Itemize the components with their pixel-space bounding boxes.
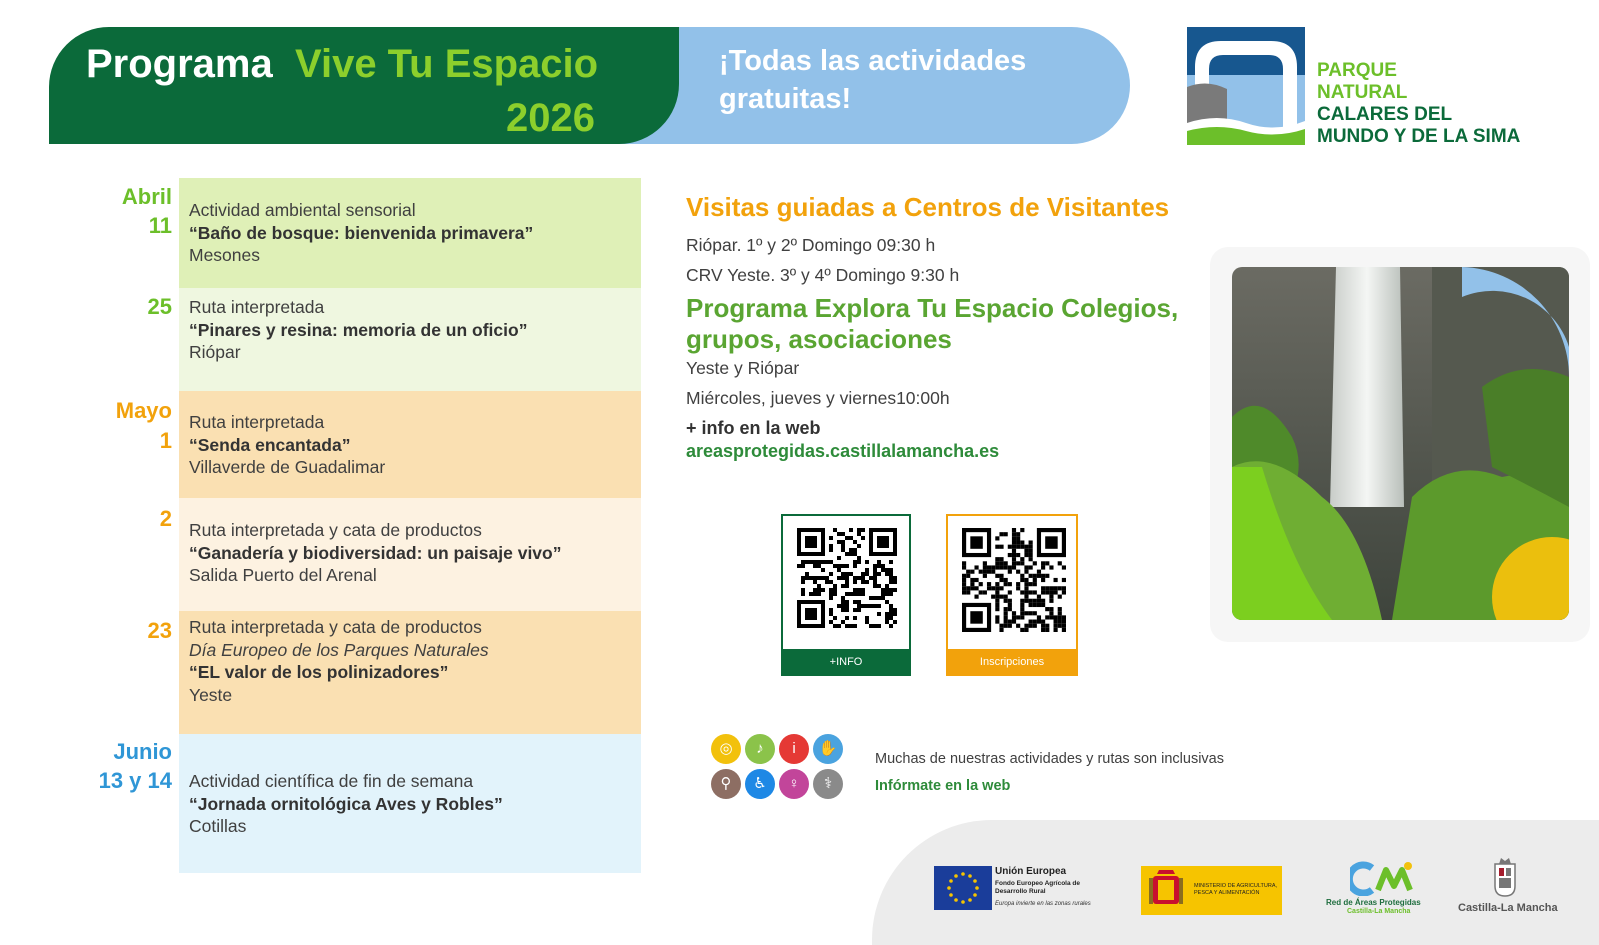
eu-fund: Fondo Europeo Agrícola de Desarrollo Rural: [995, 880, 1080, 895]
event-place: Yeste: [189, 684, 233, 705]
blind-walk-icon: ⚲: [711, 769, 741, 799]
event-type: Ruta interpretada: [189, 297, 325, 317]
event-row: [179, 734, 641, 873]
day-mayo-1: 1: [159, 428, 172, 453]
visit-riopar: Riópar. 1º y 2º Domingo 09:30 h: [686, 235, 936, 255]
ministry-text: MINISTERIO DE AGRICULTURA, PESCA Y ALIMENTACIÓN: [1194, 883, 1278, 896]
header-year: 2026: [506, 96, 595, 140]
red-areas-logo-icon: [1350, 860, 1414, 896]
logo-line-4: MUNDO Y DE LA SIMA: [1317, 126, 1521, 147]
event-title: “EL valor de los polinizadores”: [189, 662, 449, 682]
pregnant-icon: ♀: [779, 769, 809, 799]
event-place: Cotillas: [189, 816, 247, 836]
visits-title: Visitas guiadas a Centros de Visitantes: [686, 192, 1170, 222]
event-type: Ruta interpretada y cata de productos: [189, 617, 482, 637]
eu-motto: Europa invierte en las zonas rurales: [995, 901, 1091, 907]
eu-title: Unión Europea: [995, 866, 1067, 877]
event-title: “Baño de bosque: bienvenida primavera”: [189, 222, 534, 243]
clm-text: Castilla-La Mancha: [1458, 902, 1558, 914]
visit-yeste: CRV Yeste. 3º y 4º Domingo 9:30 h: [686, 265, 960, 285]
header-title-programa: Programa: [86, 42, 273, 86]
qr-inscripciones-label: Inscripciones: [946, 649, 1078, 676]
header-free-text: ¡Todas las actividades gratuitas!: [719, 45, 1027, 115]
explora-title: Programa Explora Tu Espacio Colegios, grupos, asociaciones: [686, 293, 1179, 354]
event-type: Actividad científica de fin de semana: [189, 771, 474, 791]
accessibility-link[interactable]: Infórmate en la web: [875, 778, 1011, 794]
event-row: [179, 611, 641, 734]
explora-place: Yeste y Riópar: [686, 358, 800, 378]
event-row: [179, 178, 641, 288]
more-info-label: + info en la web: [686, 418, 821, 438]
header-title-vive: Vive Tu Espacio: [295, 42, 599, 86]
qr-code-icon: [797, 528, 897, 628]
web-link[interactable]: areasprotegidas.castillalamancha.es: [686, 441, 1000, 461]
red-areas-sub: Castilla-La Mancha: [1347, 908, 1411, 915]
event-type: Actividad ambiental sensorial: [189, 200, 416, 220]
spain-coat-of-arms-icon: [1141, 866, 1191, 915]
park-logo-text: [1317, 60, 1520, 148]
elderly-walk-icon: ⚕: [813, 769, 843, 799]
park-logo-icon: [1187, 27, 1305, 145]
event-place: Salida Puerto del Arenal: [189, 565, 377, 585]
event-row: [179, 288, 641, 391]
event-row: [179, 498, 641, 611]
wheelchair-icon: ♿: [745, 769, 775, 799]
day-junio-13-14: 13 y 14: [98, 768, 172, 793]
day-mayo-2: 2: [159, 506, 172, 531]
event-place: Mesones: [189, 245, 261, 265]
event-place: Villaverde de Guadalimar: [189, 457, 386, 477]
logo-line-3: CALARES DEL: [1317, 104, 1453, 125]
day-mayo-23: 23: [147, 618, 172, 643]
clm-coat-of-arms-icon: [1491, 856, 1519, 898]
audio-guide-icon: ◎: [711, 734, 741, 764]
accessibility-text: Muchas de nuestras actividades y rutas son inclusivas: [875, 751, 1224, 767]
explora-days: Miércoles, jueves y viernes10:00h: [686, 388, 950, 408]
day-abril-25: 25: [147, 294, 172, 319]
event-title: “Senda encantada”: [189, 434, 351, 455]
hearing-icon: ♪: [745, 734, 775, 764]
logo-line-2: NATURAL: [1317, 82, 1408, 103]
day-abril-11: 11: [148, 213, 172, 238]
red-areas-title: Red de Áreas Protegidas: [1326, 898, 1421, 907]
event-type: Ruta interpretada y cata de productos: [189, 520, 482, 540]
month-abril: Abril: [121, 184, 172, 209]
event-title: “Pinares y resina: memoria de un oficio”: [189, 319, 528, 340]
info-point-icon: i: [779, 734, 809, 764]
event-title: “Ganadería y biodiversidad: un paisaje vivo”: [189, 542, 562, 563]
qr-info[interactable]: [781, 514, 911, 676]
month-mayo: Mayo: [115, 398, 172, 423]
event-subtitle: Día Europeo de los Parques Naturales: [189, 639, 489, 660]
sign-language-icon: ✋: [813, 734, 843, 764]
eu-flag-icon: [934, 866, 992, 910]
event-place: Riópar: [189, 342, 241, 362]
event-title: “Jornada ornitológica Aves y Robles”: [189, 793, 503, 814]
waterfall-image: [1232, 267, 1569, 620]
qr-info-label: +INFO: [781, 649, 911, 676]
qr-code-icon: [962, 528, 1066, 632]
month-junio: Junio: [113, 739, 172, 764]
qr-inscripciones[interactable]: [946, 514, 1078, 676]
event-row: [179, 391, 641, 498]
logo-line-1: PARQUE: [1317, 60, 1397, 81]
event-type: Ruta interpretada: [189, 412, 325, 432]
